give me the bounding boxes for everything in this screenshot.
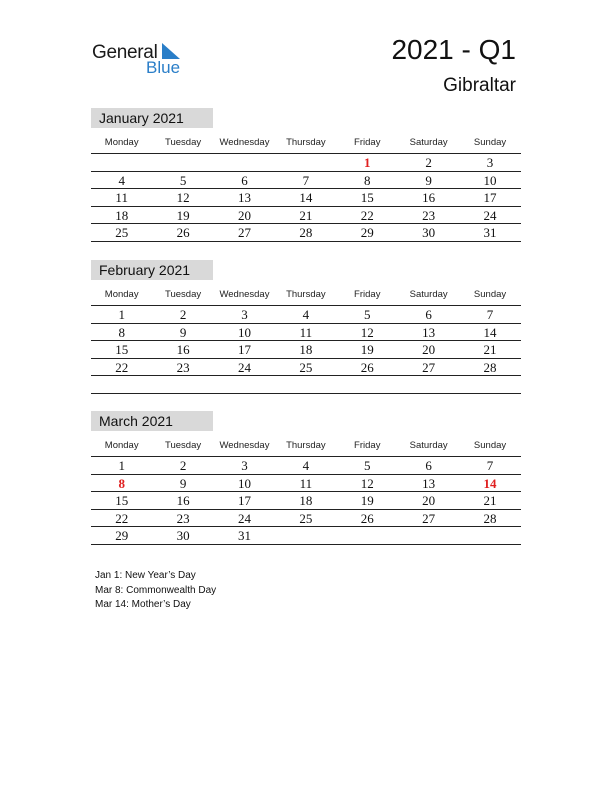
day-cell: 1 [118, 458, 125, 473]
weekday-saturday: Saturday [409, 440, 448, 451]
weekday-monday: Monday [104, 289, 139, 300]
day-cell: 13 [422, 324, 436, 340]
weekday-header [91, 435, 521, 457]
day-cell: 2 [425, 155, 432, 170]
day-cell: 30 [422, 225, 436, 240]
day-cell: 10 [483, 172, 497, 188]
holiday-note: Jan 1: New Year’s Day [95, 570, 196, 581]
month-grid [91, 306, 521, 394]
holiday-day-cell: 8 [118, 475, 125, 491]
weekday-thursday: Thursday [286, 440, 326, 451]
day-cell: 7 [486, 458, 494, 473]
day-cell: 23 [422, 207, 436, 223]
week-row [91, 154, 521, 172]
empty-day-cell [275, 527, 336, 544]
day-cell: 26 [360, 510, 374, 526]
week-row [91, 475, 521, 493]
week-row [91, 510, 521, 528]
weekday-thursday: Thursday [286, 289, 326, 300]
day-cell: 27 [237, 225, 251, 240]
month-grid [91, 457, 521, 545]
week-row [91, 492, 521, 510]
empty-day-cell [398, 527, 459, 544]
weekday-monday: Monday [104, 440, 139, 451]
weekday-wednesday: Wednesday [219, 289, 270, 300]
day-cell: 11 [115, 190, 128, 205]
weekday-header [91, 284, 521, 306]
day-cell: 11 [299, 324, 313, 340]
day-cell: 3 [241, 458, 248, 473]
day-cell: 22 [115, 510, 129, 526]
week-row [91, 306, 521, 324]
empty-day-cell [152, 376, 213, 393]
week-row [91, 207, 521, 225]
day-cell: 22 [115, 359, 129, 375]
empty-day-cell [459, 527, 520, 544]
day-cell: 3 [241, 307, 248, 322]
day-cell: 7 [486, 307, 494, 322]
day-cell: 13 [237, 190, 251, 205]
day-cell: 29 [360, 225, 374, 240]
day-cell: 28 [483, 510, 497, 526]
day-cell: 6 [425, 458, 432, 473]
day-cell: 11 [299, 475, 313, 491]
day-cell: 28 [299, 225, 313, 240]
empty-day-cell [152, 154, 213, 171]
week-row [91, 457, 521, 475]
day-cell: 20 [237, 207, 251, 223]
holiday-note: Mar 14: Mother’s Day [95, 599, 191, 610]
day-cell: 30 [176, 528, 190, 543]
empty-day-cell [275, 154, 336, 171]
weekday-wednesday: Wednesday [219, 440, 270, 451]
weekday-sunday: Sunday [473, 440, 507, 451]
day-cell: 9 [179, 324, 187, 340]
week-row [91, 376, 521, 394]
country-name: Gibraltar [443, 75, 516, 96]
day-cell: 15 [115, 342, 129, 357]
day-cell: 15 [115, 493, 129, 508]
week-row [91, 189, 521, 207]
day-cell: 13 [422, 475, 436, 491]
day-cell: 5 [179, 172, 187, 188]
holiday-notes [95, 569, 216, 613]
day-cell: 19 [360, 342, 374, 357]
day-cell: 5 [364, 307, 371, 322]
page-title: 2021 - Q1 [391, 34, 516, 65]
holiday-day-cell: 1 [364, 155, 371, 170]
day-cell: 31 [237, 528, 251, 543]
weekday-friday: Friday [354, 137, 381, 148]
day-cell: 25 [115, 225, 129, 240]
empty-day-cell [214, 376, 275, 393]
day-cell: 25 [299, 510, 313, 526]
week-row [91, 341, 521, 359]
day-cell: 21 [483, 342, 497, 357]
day-cell: 7 [302, 172, 310, 188]
day-cell: 4 [302, 458, 310, 473]
month-february [91, 260, 521, 394]
month-grid [91, 154, 521, 242]
day-cell: 16 [422, 190, 436, 205]
day-cell: 16 [176, 493, 190, 508]
weekday-saturday: Saturday [409, 289, 448, 300]
empty-day-cell [398, 376, 459, 393]
day-cell: 24 [237, 510, 251, 526]
holiday-day-cell: 14 [483, 475, 497, 491]
weekday-friday: Friday [354, 440, 381, 451]
day-cell: 31 [483, 225, 497, 240]
day-cell: 4 [118, 172, 125, 188]
day-cell: 21 [483, 493, 497, 508]
month-march [91, 411, 521, 545]
weekday-wednesday: Wednesday [219, 137, 270, 148]
day-cell: 6 [241, 172, 248, 188]
empty-day-cell [337, 376, 398, 393]
week-row [91, 324, 521, 342]
day-cell: 24 [237, 359, 251, 375]
day-cell: 24 [483, 207, 497, 223]
weekday-sunday: Sunday [473, 137, 507, 148]
month-label: March 2021 [91, 411, 213, 431]
day-cell: 2 [179, 458, 187, 473]
day-cell: 17 [237, 493, 251, 508]
day-cell: 23 [176, 510, 190, 526]
day-cell: 5 [364, 458, 371, 473]
day-cell: 15 [360, 190, 374, 205]
holiday-note: Mar 8: Commonwealth Day [95, 584, 217, 596]
weekday-sunday: Sunday [473, 289, 507, 300]
day-cell: 19 [176, 207, 190, 223]
day-cell: 28 [483, 359, 497, 375]
weekday-header [91, 132, 521, 154]
day-cell: 17 [237, 342, 251, 357]
day-cell: 22 [360, 207, 374, 223]
day-cell: 18 [115, 207, 129, 223]
day-cell: 20 [422, 342, 436, 357]
weekday-thursday: Thursday [286, 137, 326, 148]
month-label: February 2021 [91, 260, 213, 280]
day-cell: 10 [237, 324, 251, 340]
weekday-monday: Monday [104, 137, 139, 148]
empty-day-cell [91, 154, 152, 171]
empty-day-cell [459, 376, 520, 393]
month-label: January 2021 [91, 108, 213, 128]
generalblue-logo [92, 40, 202, 80]
week-row [91, 224, 521, 242]
empty-day-cell [275, 376, 336, 393]
weekday-saturday: Saturday [409, 137, 448, 148]
weekday-tuesday: Tuesday [165, 137, 202, 148]
day-cell: 16 [176, 342, 190, 357]
week-row [91, 527, 521, 545]
day-cell: 23 [176, 359, 190, 375]
empty-day-cell [214, 154, 275, 171]
weekday-friday: Friday [354, 289, 381, 300]
day-cell: 6 [425, 307, 432, 322]
day-cell: 19 [360, 493, 374, 508]
day-cell: 9 [425, 172, 432, 188]
day-cell: 25 [299, 359, 313, 375]
day-cell: 12 [360, 475, 374, 491]
month-january [91, 108, 521, 242]
logo-blue-text: Blue [146, 58, 181, 77]
day-cell: 26 [176, 225, 190, 240]
week-row [91, 172, 521, 190]
day-cell: 2 [179, 307, 187, 322]
day-cell: 10 [237, 475, 251, 491]
empty-day-cell [337, 527, 398, 544]
day-cell: 8 [364, 172, 371, 188]
day-cell: 12 [176, 190, 190, 205]
day-cell: 20 [422, 493, 436, 508]
day-cell: 17 [483, 190, 497, 205]
weekday-tuesday: Tuesday [165, 289, 202, 300]
day-cell: 14 [483, 324, 497, 340]
weekday-tuesday: Tuesday [165, 440, 202, 451]
day-cell: 21 [299, 207, 313, 223]
day-cell: 1 [118, 307, 125, 322]
logo-general-text: General [92, 42, 158, 63]
day-cell: 18 [299, 493, 313, 508]
day-cell: 26 [360, 359, 374, 375]
day-cell: 29 [115, 528, 129, 543]
empty-day-cell [91, 376, 152, 393]
day-cell: 27 [422, 510, 436, 526]
day-cell: 4 [302, 307, 310, 322]
day-cell: 3 [486, 155, 494, 170]
day-cell: 9 [179, 475, 187, 491]
week-row [91, 359, 521, 377]
day-cell: 8 [118, 324, 125, 340]
day-cell: 14 [299, 190, 313, 205]
day-cell: 18 [299, 342, 313, 357]
day-cell: 12 [360, 324, 374, 340]
day-cell: 27 [422, 359, 436, 375]
